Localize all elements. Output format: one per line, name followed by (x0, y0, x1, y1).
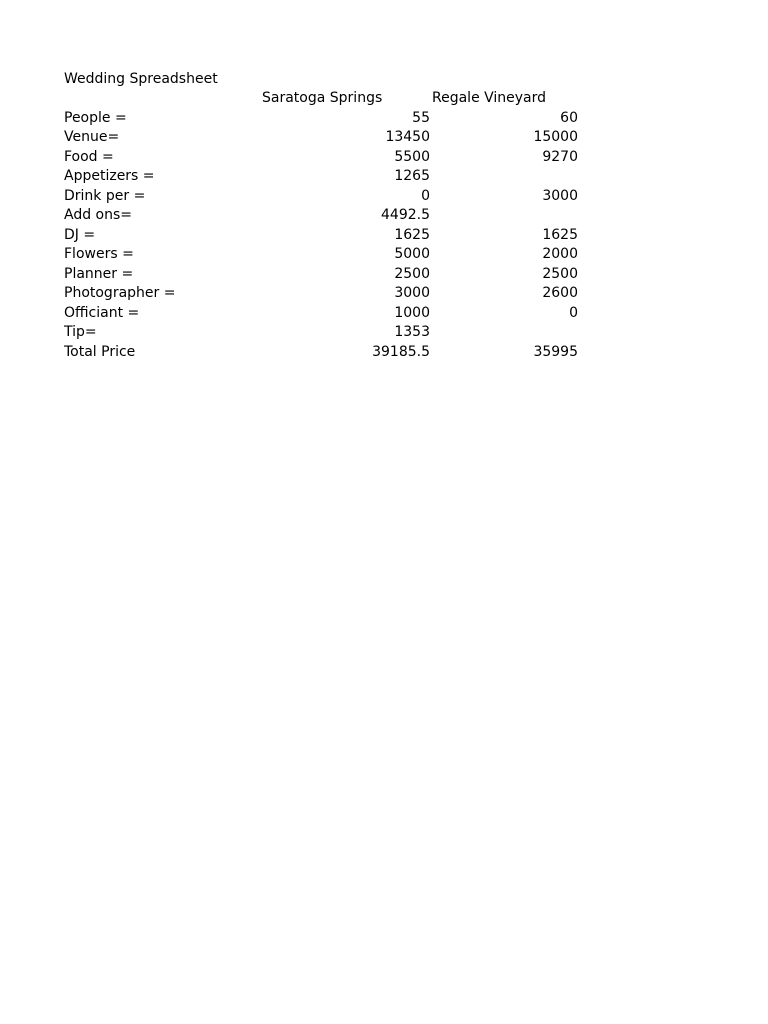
row-people (64, 109, 664, 129)
value-saratoga: 5500 (394, 148, 430, 165)
row-label: Total Price (64, 343, 136, 360)
value-saratoga: 1625 (394, 226, 430, 243)
row-label: DJ = (64, 226, 96, 243)
value-regale: 1625 (542, 226, 578, 243)
row-venue (64, 128, 664, 148)
row-label: Tip= (64, 324, 97, 340)
row-label: Food = (64, 148, 114, 165)
column-header-regale: Regale Vineyard (432, 90, 547, 106)
row-officiant (64, 304, 664, 324)
value-regale: 15000 (533, 129, 578, 145)
row-label: Photographer = (64, 285, 176, 301)
row-planner (64, 265, 664, 285)
value-saratoga: 1353 (394, 324, 430, 340)
row-label: Planner = (64, 265, 134, 282)
row-label: Flowers = (64, 246, 134, 262)
value-saratoga: 1000 (394, 304, 430, 321)
value-regale: 3000 (542, 187, 578, 204)
value-regale: 2500 (542, 265, 578, 282)
row-label: Appetizers = (64, 168, 155, 184)
value-saratoga: 0 (421, 187, 430, 204)
sheet-title: Wedding Spreadsheet (64, 71, 218, 87)
value-saratoga: 1265 (394, 168, 430, 184)
row-drink-per (64, 187, 664, 207)
row-label: People = (64, 109, 127, 126)
row-tip (64, 323, 664, 343)
row-label: Add ons= (64, 207, 133, 223)
header-row (64, 89, 664, 109)
row-appetizers (64, 167, 664, 187)
row-food (64, 148, 664, 168)
value-saratoga: 2500 (394, 265, 430, 282)
value-regale: 35995 (533, 343, 578, 360)
value-regale: 2600 (542, 285, 578, 301)
value-saratoga: 13450 (385, 129, 430, 145)
value-regale: 0 (569, 304, 578, 321)
row-flowers (64, 245, 664, 265)
value-regale: 9270 (542, 148, 578, 165)
row-total-price (64, 343, 664, 363)
spreadsheet (64, 69, 664, 362)
value-saratoga: 55 (412, 109, 430, 126)
value-saratoga: 5000 (394, 246, 430, 262)
row-dj (64, 226, 664, 246)
row-label: Venue= (64, 129, 120, 145)
value-saratoga: 4492.5 (381, 207, 430, 223)
row-label: Officiant = (64, 304, 140, 321)
column-header-saratoga: Saratoga Springs (262, 90, 383, 106)
value-saratoga: 39185.5 (372, 343, 430, 360)
row-label: Drink per = (64, 187, 146, 204)
value-regale: 2000 (542, 246, 578, 262)
value-regale: 60 (560, 109, 578, 126)
row-add-ons (64, 206, 664, 226)
value-saratoga: 3000 (394, 285, 430, 301)
title-row (64, 69, 664, 89)
row-photographer (64, 284, 664, 304)
